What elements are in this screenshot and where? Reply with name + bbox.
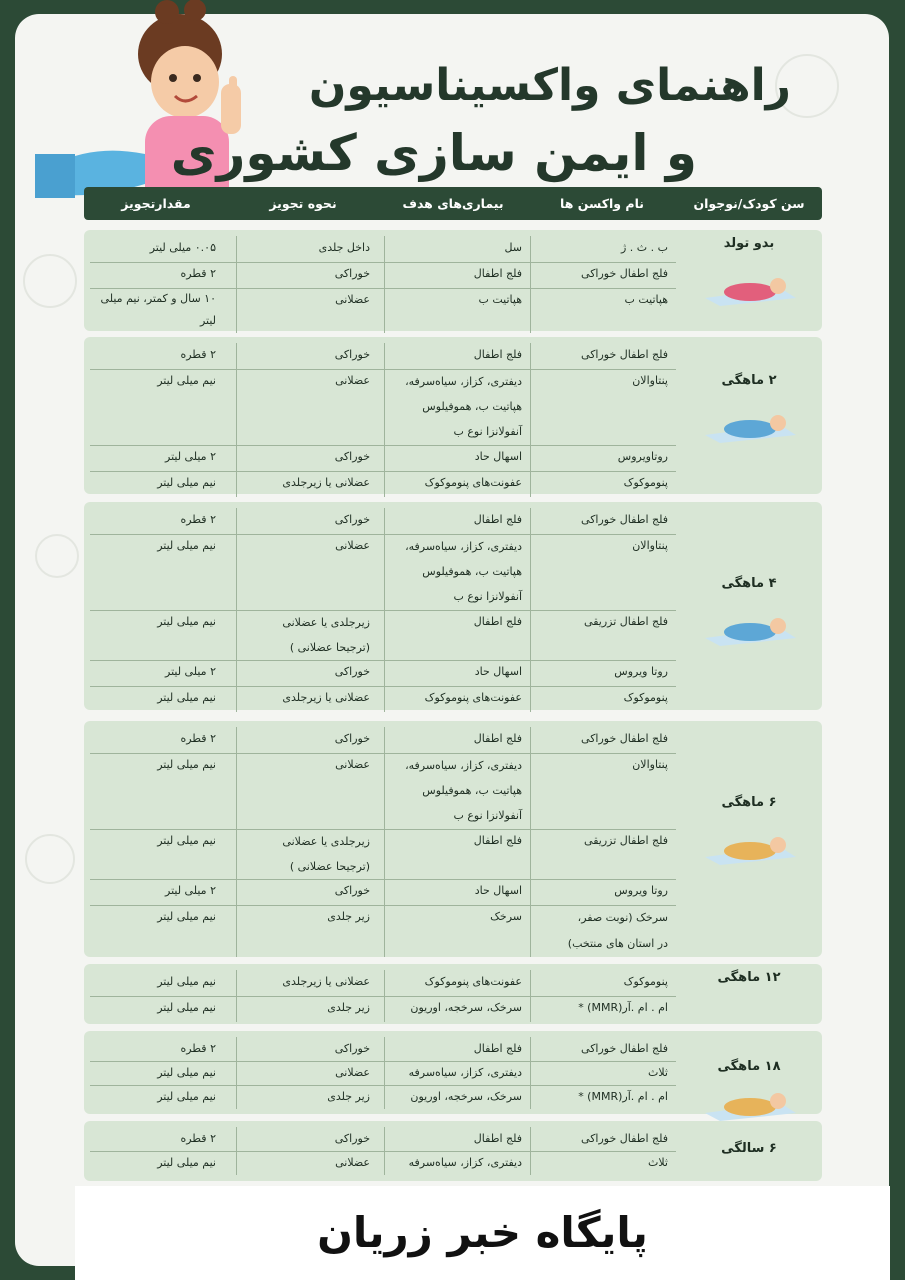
target-disease-cell-line: عفونت‌های پنوموکوک [424, 975, 522, 988]
vaccine-name-cell-line: فلج اطفال خوراکی [581, 1042, 668, 1055]
poster-title-line1: راهنمای واکسیناسیون [308, 60, 791, 111]
administration-route-cell [224, 727, 376, 753]
age-group [84, 1121, 822, 1181]
vaccine-name-cell [528, 753, 676, 829]
vaccine-name-cell-line: پنوموکوک [623, 476, 668, 489]
age-cell [676, 337, 822, 494]
vaccine-name-cell [528, 829, 676, 879]
target-disease-cell-line: عفونت‌های پنوموکوک [424, 476, 522, 489]
vaccine-name-cell-line: ب . ث . ژ [620, 241, 668, 254]
dose-cell-line: نیم میلی لیتر [157, 758, 216, 771]
dose-cell [90, 686, 222, 712]
vaccine-table [90, 343, 676, 497]
vaccine-table [90, 508, 676, 712]
vaccine-name-cell-line: پنوموکوک [623, 691, 668, 704]
table-row [90, 288, 676, 333]
column-divider [236, 508, 237, 712]
vaccine-name-cell [528, 1127, 676, 1151]
table-header [84, 187, 822, 220]
target-disease-cell [378, 829, 528, 879]
target-disease-cell [378, 1037, 528, 1061]
header-route: نحوه تجویز [269, 196, 337, 211]
age-group [84, 721, 822, 957]
age-cell [676, 502, 822, 710]
table-row [90, 534, 676, 611]
watermark-shape [23, 254, 77, 308]
target-disease-cell [378, 288, 528, 333]
vaccine-name-cell [528, 1151, 676, 1175]
administration-route-cell-line: زیر جلدی [327, 910, 370, 923]
administration-route-cell [224, 660, 376, 686]
administration-route-cell-line: زیرجلدی یا عضلانی [282, 835, 370, 848]
target-disease-cell [378, 369, 528, 445]
table-row [90, 660, 676, 687]
target-disease-cell [378, 727, 528, 753]
table-row [90, 471, 676, 497]
vaccine-name-cell-line: ام . ام .آر(MMR) * [578, 1001, 668, 1014]
column-divider [384, 343, 385, 497]
dose-cell [90, 262, 222, 288]
administration-route-cell [224, 996, 376, 1022]
vaccine-name-cell-line: روتاویروس [617, 450, 668, 463]
administration-route-cell-line: خوراکی [334, 1042, 370, 1055]
administration-route-cell-line: خوراکی [334, 1132, 370, 1145]
age-group [84, 502, 822, 710]
administration-route-cell-line: زیر جلدی [327, 1090, 370, 1103]
target-disease-cell [378, 879, 528, 905]
dose-cell [90, 1085, 222, 1109]
vaccine-name-cell-line: پنوموکوک [623, 975, 668, 988]
dose-cell [90, 1127, 222, 1151]
target-disease-cell [378, 1085, 528, 1109]
target-disease-cell-line: فلج اطفال [473, 615, 522, 628]
vaccine-name-cell [528, 727, 676, 753]
target-disease-cell [378, 753, 528, 829]
dose-cell-line: ۲ قطره [180, 1132, 216, 1145]
target-disease-cell-line: اسهال حاد [474, 450, 522, 463]
administration-route-cell-line: عضلانی [335, 293, 370, 306]
vaccine-name-cell-line: روتا ویروس [614, 884, 668, 897]
vaccine-table [90, 970, 676, 1022]
table-row [90, 236, 676, 263]
table-row [90, 879, 676, 906]
administration-route-cell [224, 445, 376, 471]
administration-route-cell [224, 1085, 376, 1109]
table-row [90, 1037, 676, 1062]
table-row [90, 829, 676, 880]
vaccine-name-cell [528, 445, 676, 471]
table-row [90, 970, 676, 997]
column-divider [530, 508, 531, 712]
age-cell [676, 721, 822, 957]
administration-route-cell [224, 686, 376, 712]
header-vaccine: نام واکسن ها [560, 196, 644, 211]
dose-cell-line: نیم میلی لیتر [157, 910, 216, 923]
age-label: بدو تولد [723, 236, 775, 251]
target-disease-cell-line: فلج اطفال [473, 1042, 522, 1055]
vaccine-name-cell [528, 879, 676, 905]
dose-cell [90, 445, 222, 471]
vaccine-name-cell-line: فلج اطفال تزریقی [584, 615, 668, 628]
administration-route-cell [224, 1061, 376, 1085]
administration-route-cell-line: خوراکی [334, 450, 370, 463]
table-row [90, 727, 676, 754]
table-row [90, 343, 676, 370]
dose-cell [90, 508, 222, 534]
dose-cell [90, 1061, 222, 1085]
table-row [90, 1127, 676, 1152]
vaccine-name-cell-line: در استان های منتخب) [567, 937, 668, 950]
vaccine-name-cell-line: ثلاث [648, 1156, 668, 1169]
target-disease-cell [378, 508, 528, 534]
vaccine-name-cell [528, 508, 676, 534]
administration-route-cell-line: (ترجیحا عضلانی ) [289, 641, 370, 654]
target-disease-cell-line: سل [504, 241, 522, 254]
vaccine-name-cell-line: پنتاوالان [632, 374, 668, 387]
target-disease-cell [378, 905, 528, 957]
girl-vaccination-illustration [35, 14, 335, 214]
administration-route-cell [224, 970, 376, 996]
column-divider [530, 1127, 531, 1175]
vaccine-table [90, 1037, 676, 1109]
administration-route-cell [224, 471, 376, 497]
header-dose: مقدارتجویز [121, 196, 191, 211]
target-disease-cell [378, 343, 528, 369]
table-row [90, 996, 676, 1022]
column-divider [236, 727, 237, 957]
header-disease: بیماری‌های هدف [402, 196, 504, 211]
administration-route-cell-line: (ترجیحا عضلانی ) [289, 860, 370, 873]
footer-banner [75, 1186, 890, 1280]
dose-cell-line: نیم میلی لیتر [157, 1001, 216, 1014]
administration-route-cell-line: زیرجلدی یا عضلانی [282, 616, 370, 629]
column-divider [384, 236, 385, 333]
dose-cell-line: نیم میلی لیتر [157, 1066, 216, 1079]
dose-cell [90, 879, 222, 905]
vaccine-name-cell-line: پنتاوالان [632, 758, 668, 771]
column-divider [384, 508, 385, 712]
target-disease-cell-line: هپاتیت ب، هموفیلوس [422, 784, 522, 797]
dose-cell-line: نیم میلی لیتر [157, 539, 216, 552]
age-label: ۶ ماهگی [721, 795, 777, 810]
dose-cell [90, 753, 222, 829]
dose-cell [90, 829, 222, 879]
target-disease-cell [378, 686, 528, 712]
column-divider [236, 343, 237, 497]
dose-cell-line: ۲ میلی لیتر [165, 450, 216, 463]
vaccine-name-cell-line: فلج اطفال خوراکی [581, 513, 668, 526]
dose-cell-line: ۲ قطره [180, 348, 216, 361]
vaccine-name-cell [528, 1061, 676, 1085]
administration-route-cell-line: عضلانی [335, 758, 370, 771]
column-divider [530, 236, 531, 333]
administration-route-cell-line: عضلانی [335, 1156, 370, 1169]
administration-route-cell [224, 1151, 376, 1175]
column-divider [384, 1037, 385, 1109]
dose-cell-line: نیم میلی لیتر [157, 834, 216, 847]
age-label: ۲ ماهگی [721, 373, 777, 388]
vaccine-name-cell-line: فلج اطفال خوراکی [581, 732, 668, 745]
table-row [90, 610, 676, 661]
poster-title-line2: و ایمن سازی کشوری [170, 124, 697, 182]
watermark-shape [35, 534, 79, 578]
vaccine-table [90, 236, 676, 333]
column-divider [530, 727, 531, 957]
administration-route-cell [224, 369, 376, 445]
target-disease-cell-line: فلج اطفال [473, 1132, 522, 1145]
vaccine-name-cell [528, 1037, 676, 1061]
vaccine-name-cell [528, 288, 676, 333]
age-cell [676, 1121, 822, 1181]
age-label: ۱۲ ماهگی [717, 970, 781, 985]
dose-cell-line: نیم میلی لیتر [157, 1090, 216, 1103]
dose-cell [90, 610, 222, 660]
age-cell [676, 964, 822, 1024]
vaccine-name-cell [528, 369, 676, 445]
dose-cell [90, 369, 222, 445]
footer-brand-text: پایگاه خبر زریان [317, 1208, 648, 1257]
age-label: ۴ ماهگی [721, 576, 777, 591]
target-disease-cell [378, 660, 528, 686]
vaccine-name-cell [528, 534, 676, 610]
vaccine-name-cell-line: فلج اطفال تزریقی [584, 834, 668, 847]
administration-route-cell-line: خوراکی [334, 732, 370, 745]
dose-cell [90, 1151, 222, 1175]
target-disease-cell-line: آنفولانزا نوع ب [453, 809, 522, 822]
vaccine-table [90, 727, 676, 957]
target-disease-cell [378, 996, 528, 1022]
target-disease-cell-line: فلج اطفال [473, 348, 522, 361]
watermark-shape [25, 834, 75, 884]
column-divider [236, 236, 237, 333]
administration-route-cell [224, 508, 376, 534]
baby-illustration [700, 823, 800, 867]
target-disease-cell-line: فلج اطفال [473, 267, 522, 280]
target-disease-cell-line: سرخک [490, 910, 522, 923]
table-row [90, 905, 676, 957]
table-row [90, 753, 676, 830]
dose-cell-line: نیم میلی لیتر [157, 476, 216, 489]
target-disease-cell [378, 534, 528, 610]
header-age: سن کودک/نوجوان [693, 196, 805, 211]
administration-route-cell [224, 610, 376, 660]
vaccine-name-cell [528, 686, 676, 712]
target-disease-cell-line: عفونت‌های پنوموکوک [424, 691, 522, 704]
target-disease-cell [378, 445, 528, 471]
dose-cell-line: ۲ میلی لیتر [165, 665, 216, 678]
column-divider [236, 970, 237, 1022]
dose-cell-line: نیم میلی لیتر [157, 691, 216, 704]
administration-route-cell [224, 236, 376, 262]
age-group [84, 230, 822, 331]
target-disease-cell-line: آنفولانزا نوع ب [453, 425, 522, 438]
administration-route-cell-line: عضلانی یا زیرجلدی [282, 691, 370, 704]
age-group [84, 1031, 822, 1114]
administration-route-cell [224, 905, 376, 957]
column-divider [530, 970, 531, 1022]
dose-cell [90, 996, 222, 1022]
dose-cell-line: نیم میلی لیتر [157, 975, 216, 988]
table-row [90, 445, 676, 472]
vaccine-table [90, 1127, 676, 1175]
table-row [90, 1061, 676, 1086]
dose-cell-line: ۲ قطره [180, 1042, 216, 1055]
target-disease-cell-line: سرخک، سرخجه، اوریون [410, 1001, 522, 1014]
table-row [90, 686, 676, 712]
administration-route-cell [224, 262, 376, 288]
administration-route-cell-line: عضلانی [335, 374, 370, 387]
vaccine-name-cell-line: ثلاث [648, 1066, 668, 1079]
dose-cell [90, 660, 222, 686]
administration-route-cell-line: خوراکی [334, 665, 370, 678]
target-disease-cell [378, 262, 528, 288]
target-disease-cell-line: هپاتیت ب، هموفیلوس [422, 565, 522, 578]
vaccine-name-cell-line: پنتاوالان [632, 539, 668, 552]
baby-illustration [700, 1079, 800, 1123]
target-disease-cell-line: دیفتری، کزاز، سیاه‌سرفه، [405, 540, 522, 553]
target-disease-cell [378, 1061, 528, 1085]
target-disease-cell-line: اسهال حاد [474, 665, 522, 678]
dose-cell [90, 343, 222, 369]
dose-cell-line: ۲ قطره [180, 732, 216, 745]
administration-route-cell-line: عضلانی یا زیرجلدی [282, 476, 370, 489]
dose-cell [90, 471, 222, 497]
target-disease-cell-line: هپاتیت ب [478, 293, 522, 306]
vaccine-name-cell [528, 660, 676, 686]
dose-cell-line: ۲ قطره [180, 267, 216, 280]
target-disease-cell-line: سرخک، سرخجه، اوریون [410, 1090, 522, 1103]
target-disease-cell-line: اسهال حاد [474, 884, 522, 897]
dose-cell-line: ۱۰ سال و کمتر، نیم میلی لیتر [100, 292, 216, 327]
dose-cell [90, 236, 222, 262]
target-disease-cell [378, 471, 528, 497]
administration-route-cell [224, 829, 376, 879]
vaccine-name-cell [528, 996, 676, 1022]
table-row [90, 1085, 676, 1109]
age-cell [676, 230, 822, 331]
target-disease-cell-line: دیفتری، کزاز، سیاه‌سرفه، [405, 759, 522, 772]
vaccine-name-cell [528, 236, 676, 262]
vaccine-name-cell [528, 905, 676, 957]
administration-route-cell-line: داخل جلدی [318, 241, 370, 254]
dose-cell [90, 970, 222, 996]
column-divider [384, 727, 385, 957]
administration-route-cell [224, 288, 376, 333]
administration-route-cell-line: خوراکی [334, 348, 370, 361]
table-row [90, 1151, 676, 1175]
dose-cell-line: نیم میلی لیتر [157, 1156, 216, 1169]
baby-illustration [700, 604, 800, 648]
vaccine-name-cell-line: سرخک (نوبت صفر، [577, 911, 668, 924]
vaccine-name-cell [528, 471, 676, 497]
target-disease-cell [378, 1127, 528, 1151]
administration-route-cell-line: عضلانی [335, 539, 370, 552]
vaccine-name-cell-line: روتا ویروس [614, 665, 668, 678]
baby-illustration [700, 401, 800, 445]
vaccine-name-cell-line: فلج اطفال خوراکی [581, 267, 668, 280]
column-divider [236, 1037, 237, 1109]
dose-cell-line: نیم میلی لیتر [157, 615, 216, 628]
vaccine-name-cell [528, 610, 676, 660]
target-disease-cell [378, 236, 528, 262]
administration-route-cell-line: زیر جلدی [327, 1001, 370, 1014]
age-cell [676, 1031, 822, 1114]
administration-route-cell [224, 343, 376, 369]
dose-cell [90, 727, 222, 753]
vaccine-name-cell-line: هپاتیت ب [624, 293, 668, 306]
administration-route-cell-line: خوراکی [334, 884, 370, 897]
table-row [90, 262, 676, 289]
baby-illustration [700, 264, 800, 308]
dose-cell [90, 288, 222, 333]
target-disease-cell-line: فلج اطفال [473, 513, 522, 526]
target-disease-cell-line: دیفتری، کزاز، سیاه‌سرفه، [405, 375, 522, 388]
age-label: ۱۸ ماهگی [717, 1059, 781, 1074]
table-row [90, 508, 676, 535]
target-disease-cell [378, 1151, 528, 1175]
age-label: ۶ سالگی [721, 1141, 777, 1156]
vaccine-name-cell [528, 343, 676, 369]
target-disease-cell-line: دیفتری، کزاز، سیاه‌سرفه [408, 1156, 522, 1169]
vaccine-name-cell [528, 1085, 676, 1109]
dose-cell [90, 1037, 222, 1061]
target-disease-cell-line: هپاتیت ب، هموفیلوس [422, 400, 522, 413]
target-disease-cell-line: دیفتری، کزاز، سیاه‌سرفه [408, 1066, 522, 1079]
age-group [84, 337, 822, 494]
target-disease-cell [378, 610, 528, 660]
column-divider [384, 970, 385, 1022]
column-divider [236, 1127, 237, 1175]
dose-cell [90, 534, 222, 610]
vaccine-name-cell [528, 262, 676, 288]
target-disease-cell-line: فلج اطفال [473, 834, 522, 847]
vaccine-name-cell-line: فلج اطفال خوراکی [581, 1132, 668, 1145]
administration-route-cell [224, 1037, 376, 1061]
administration-route-cell [224, 753, 376, 829]
administration-route-cell-line: عضلانی [335, 1066, 370, 1079]
administration-route-cell [224, 1127, 376, 1151]
vaccine-name-cell [528, 970, 676, 996]
dose-cell-line: ۰.۰۵ میلی لیتر [149, 241, 216, 254]
dose-cell-line: نیم میلی لیتر [157, 374, 216, 387]
column-divider [530, 343, 531, 497]
administration-route-cell-line: عضلانی یا زیرجلدی [282, 975, 370, 988]
target-disease-cell-line: فلج اطفال [473, 732, 522, 745]
column-divider [384, 1127, 385, 1175]
dose-cell-line: ۲ میلی لیتر [165, 884, 216, 897]
administration-route-cell-line: خوراکی [334, 513, 370, 526]
administration-route-cell [224, 879, 376, 905]
vaccine-name-cell-line: فلج اطفال خوراکی [581, 348, 668, 361]
target-disease-cell [378, 970, 528, 996]
vaccine-name-cell-line: ام . ام .آر(MMR) * [578, 1090, 668, 1103]
administration-route-cell-line: خوراکی [334, 267, 370, 280]
dose-cell-line: ۲ قطره [180, 513, 216, 526]
age-group [84, 964, 822, 1024]
table-row [90, 369, 676, 446]
target-disease-cell-line: آنفولانزا نوع ب [453, 590, 522, 603]
administration-route-cell [224, 534, 376, 610]
column-divider [530, 1037, 531, 1109]
dose-cell [90, 905, 222, 957]
